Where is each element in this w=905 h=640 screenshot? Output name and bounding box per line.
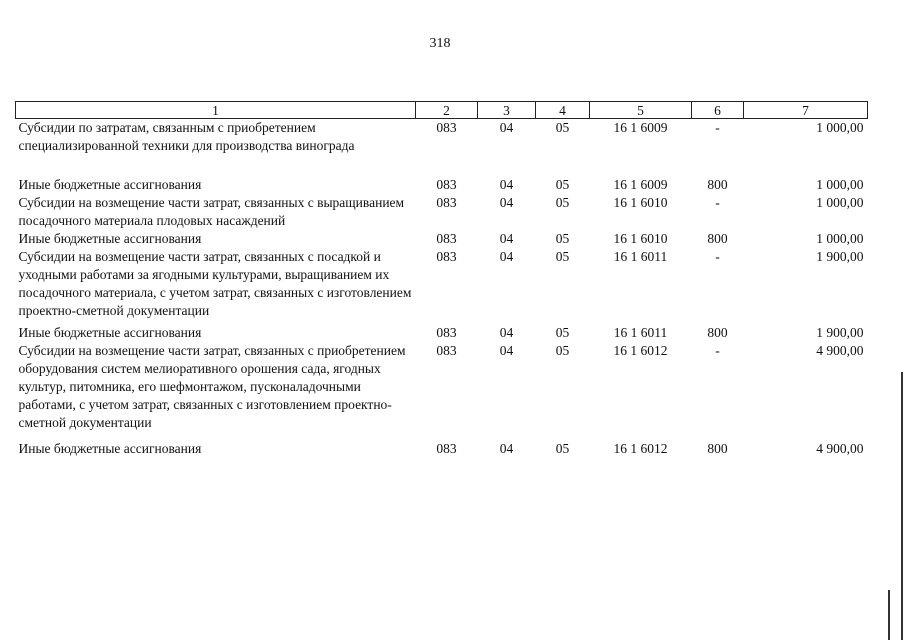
row-col5: 16 1 6010 <box>613 231 668 246</box>
row-col4: 05 <box>555 177 570 192</box>
row-col2: 083 <box>436 177 457 192</box>
row-name: Субсидии на возмещение части затрат, связанных с посадкой и уходными работами за ягодными культурами, выращиванием их посадочного материала, с учетом затрат, связанных с изготовлением проектно-сметной документации <box>18 249 412 318</box>
row-name: Иные бюджетные ассигнования <box>18 441 202 456</box>
row-col4: 05 <box>555 441 570 456</box>
page-number: 318 <box>429 36 451 51</box>
row-col5: 16 1 6011 <box>613 249 668 264</box>
row-col5: 16 1 6009 <box>613 177 668 192</box>
table-row <box>16 119 868 177</box>
row-col5: 16 1 6012 <box>613 343 668 358</box>
row-col2: 083 <box>436 195 457 210</box>
row-col6: 800 <box>707 325 728 340</box>
row-col2: 083 <box>436 325 457 340</box>
scan-edge-line <box>888 590 890 640</box>
table-row <box>16 176 868 194</box>
row-col5: 16 1 6010 <box>613 195 668 210</box>
row-col5: 16 1 6011 <box>613 325 668 340</box>
row-col5: 16 1 6009 <box>613 120 668 135</box>
row-col6: - <box>715 343 720 358</box>
table-row <box>16 230 868 248</box>
row-amount: 1 000,00 <box>816 177 864 192</box>
row-col2: 083 <box>436 441 457 456</box>
row-col6: - <box>715 120 720 135</box>
row-name: Субсидии на возмещение части затрат, связанных с выращиванием посадочного материала плодовых насаждений <box>18 195 405 228</box>
row-col2: 083 <box>436 120 457 135</box>
row-col4: 05 <box>555 120 570 135</box>
table-row <box>16 324 868 342</box>
row-col2: 083 <box>436 249 457 264</box>
row-amount: 1 000,00 <box>816 120 864 135</box>
row-col6: 800 <box>707 231 728 246</box>
row-amount: 4 900,00 <box>816 441 864 456</box>
row-name: Иные бюджетные ассигнования <box>18 325 202 340</box>
row-col3: 04 <box>499 441 514 456</box>
column-header-7: 7 <box>744 102 868 119</box>
row-amount: 1 000,00 <box>816 231 864 246</box>
row-name: Субсидии по затратам, связанным с приобретением специализированной техники для производства винограда <box>18 120 355 153</box>
row-name: Иные бюджетные ассигнования <box>18 177 202 192</box>
row-col3: 04 <box>499 249 514 264</box>
budget-table <box>15 101 868 458</box>
column-header-3: 3 <box>478 102 536 119</box>
scan-edge-line <box>901 372 903 640</box>
column-header-5: 5 <box>590 102 692 119</box>
row-amount: 1 900,00 <box>816 249 864 264</box>
row-amount: 1 900,00 <box>816 325 864 340</box>
row-col3: 04 <box>499 177 514 192</box>
row-col4: 05 <box>555 195 570 210</box>
column-header-1: 1 <box>16 102 416 119</box>
row-col3: 04 <box>499 231 514 246</box>
row-col2: 083 <box>436 343 457 358</box>
row-col6: 800 <box>707 441 728 456</box>
table-row <box>16 342 868 440</box>
row-amount: 1 000,00 <box>816 195 864 210</box>
column-header-4: 4 <box>536 102 590 119</box>
table-row <box>16 194 868 230</box>
row-col6: 800 <box>707 177 728 192</box>
row-col4: 05 <box>555 249 570 264</box>
row-col2: 083 <box>436 231 457 246</box>
row-name: Субсидии на возмещение части затрат, связанных с приобретением оборудования систем мелиоративного орошения сада, ягодных культур, питомника, его шефмонтажом, пусконаладочными работами, с учетом затрат, связанных с изготовлением проектно-сметной документации <box>18 343 406 430</box>
column-header-2: 2 <box>416 102 478 119</box>
column-header-6: 6 <box>692 102 744 119</box>
row-col3: 04 <box>499 195 514 210</box>
row-col5: 16 1 6012 <box>613 441 668 456</box>
row-col3: 04 <box>499 120 514 135</box>
row-col3: 04 <box>499 325 514 340</box>
row-col3: 04 <box>499 343 514 358</box>
row-col4: 05 <box>555 343 570 358</box>
row-col4: 05 <box>555 325 570 340</box>
row-amount: 4 900,00 <box>816 343 864 358</box>
table-header-row <box>16 102 868 119</box>
row-name: Иные бюджетные ассигнования <box>18 231 202 246</box>
table-row <box>16 440 868 458</box>
row-col4: 05 <box>555 231 570 246</box>
row-col6: - <box>715 195 720 210</box>
table-row <box>16 248 868 324</box>
row-col6: - <box>715 249 720 264</box>
